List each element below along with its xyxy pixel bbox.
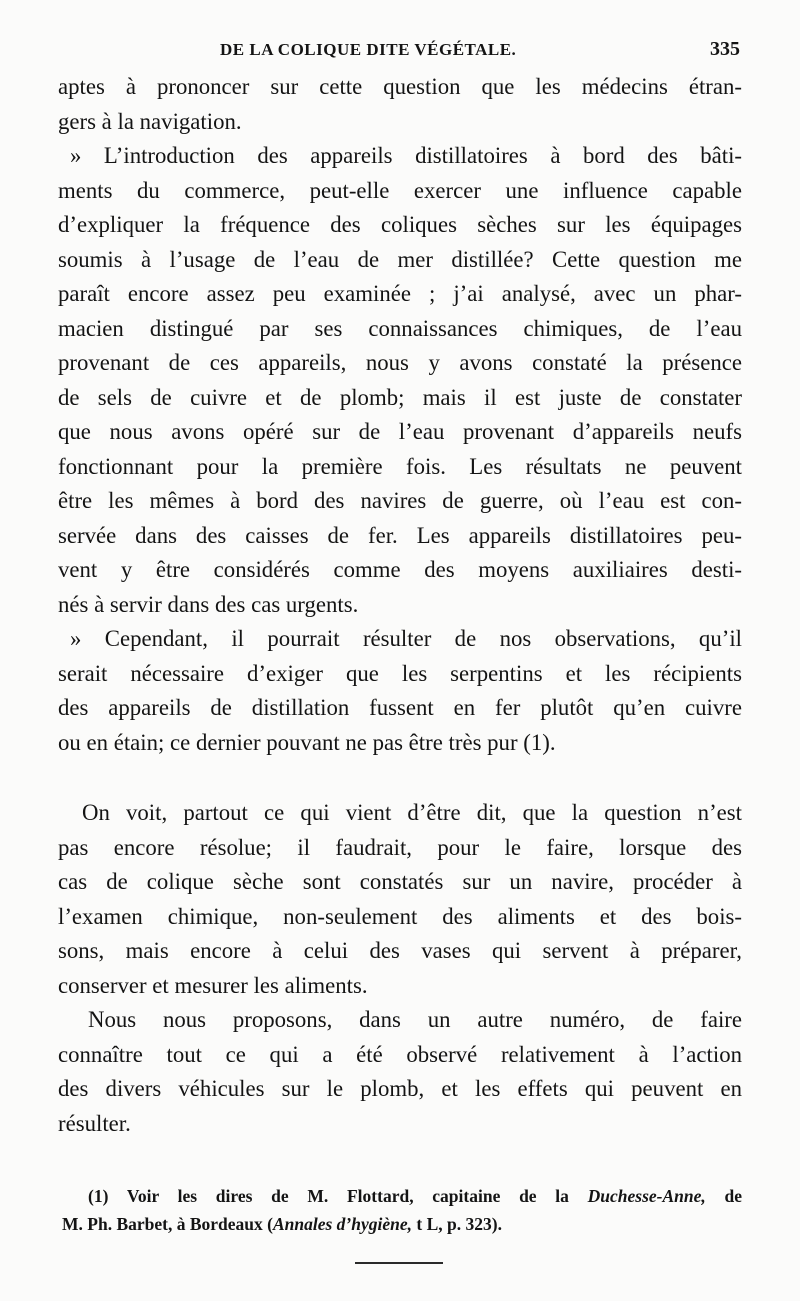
footnote-journal-title: Annales d’hygiène, — [272, 1214, 413, 1234]
text-line: ou en étain; ce dernier pouvant ne pas être très pur (1). — [58, 729, 556, 755]
text-line: connaître tout ce qui a été observé relativement à l’action — [58, 1041, 742, 1067]
paragraph-4 — [58, 796, 742, 1003]
text-line: des appareils de distillation fussent en fer plutôt qu’en cuivre — [58, 695, 742, 720]
footnote-text: de — [705, 1186, 743, 1206]
footnote — [62, 1182, 742, 1238]
text-line: des divers véhicules sur le plomb, et les effets qui peuvent en — [58, 1076, 742, 1101]
text-line: de sels de cuivre et de plomb; mais il est juste de constater — [58, 384, 742, 410]
footnote-line-1 — [62, 1182, 742, 1210]
text-line: On voit, partout ce qui vient d’être dit, que la question n’est — [82, 800, 742, 825]
text-line: cas de colique sèche sont constatés sur un navire, procéder à — [58, 869, 742, 894]
text-line: conserver et mesurer les aliments. — [58, 972, 368, 998]
text-line: ments du commerce, peut-elle exercer une influence capable — [58, 177, 742, 203]
paragraph-5 — [58, 1003, 742, 1141]
text-line: » Cependant, il pourrait résulter de nos observations, qu’il — [70, 626, 742, 651]
paragraph-1 — [58, 70, 742, 139]
text-line: aptes à prononcer sur cette question que les médecins étran- — [58, 74, 742, 99]
text-line: gers à la navigation. — [58, 108, 242, 134]
text-line: d’expliquer la fréquence des coliques sèches sur les équipages — [58, 212, 742, 237]
paragraph-3 — [58, 622, 742, 760]
page-header — [60, 34, 740, 64]
footnote-line-2 — [62, 1210, 742, 1238]
text-line: provenant de ces appareils, nous y avons constaté la présence — [58, 350, 742, 375]
footnote-text: t L, p. 323). — [412, 1214, 502, 1234]
footnote-text: M. Ph. Barbet, à Bordeaux ( — [62, 1214, 273, 1234]
page-number: 335 — [710, 38, 740, 60]
body-text — [58, 70, 742, 1141]
text-line: Nous nous proposons, dans un autre numéro, de faire — [88, 1007, 742, 1032]
text-line: pas encore résolue; il faudrait, pour le faire, lorsque des — [58, 834, 742, 860]
footnote-ship-name: Duchesse-Anne, — [587, 1186, 706, 1206]
text-line: servée dans des caisses de fer. Les appareils distillatoires peu- — [58, 522, 742, 548]
text-line: serait nécessaire d’exiger que les serpentins et les récipients — [58, 660, 742, 686]
text-line: résulter. — [58, 1110, 131, 1136]
footnote-text: (1) Voir les dires de M. Flottard, capitaine de la — [88, 1186, 588, 1206]
paragraph-2 — [58, 139, 742, 622]
text-line: l’examen chimique, non-seulement des aliments et des bois- — [58, 903, 742, 929]
text-line: soumis à l’usage de l’eau de mer distillée? Cette question me — [58, 246, 742, 272]
running-title: DE LA COLIQUE DITE VÉGÉTALE. — [220, 40, 517, 59]
paragraph-gap — [58, 760, 742, 796]
text-line: être les mêmes à bord des navires de guerre, où l’eau est con- — [58, 488, 742, 513]
text-line: sons, mais encore à celui des vases qui servent à préparer, — [58, 938, 742, 963]
text-line: vent y être considérés comme des moyens auxiliaires desti- — [58, 557, 742, 582]
text-line: fonctionnant pour la première fois. Les résultats ne peuvent — [58, 453, 742, 479]
text-line: nés à servir dans des cas urgents. — [58, 591, 359, 617]
text-line: » L’introduction des appareils distillatoires à bord des bâti- — [70, 143, 742, 168]
text-line: que nous avons opéré sur de l’eau provenant d’appareils neufs — [58, 419, 742, 444]
text-line: paraît encore assez peu examinée ; j’ai analysé, avec un phar- — [58, 281, 742, 306]
text-line: macien distingué par ses connaissances chimiques, de l’eau — [58, 315, 742, 341]
end-rule — [355, 1262, 443, 1264]
